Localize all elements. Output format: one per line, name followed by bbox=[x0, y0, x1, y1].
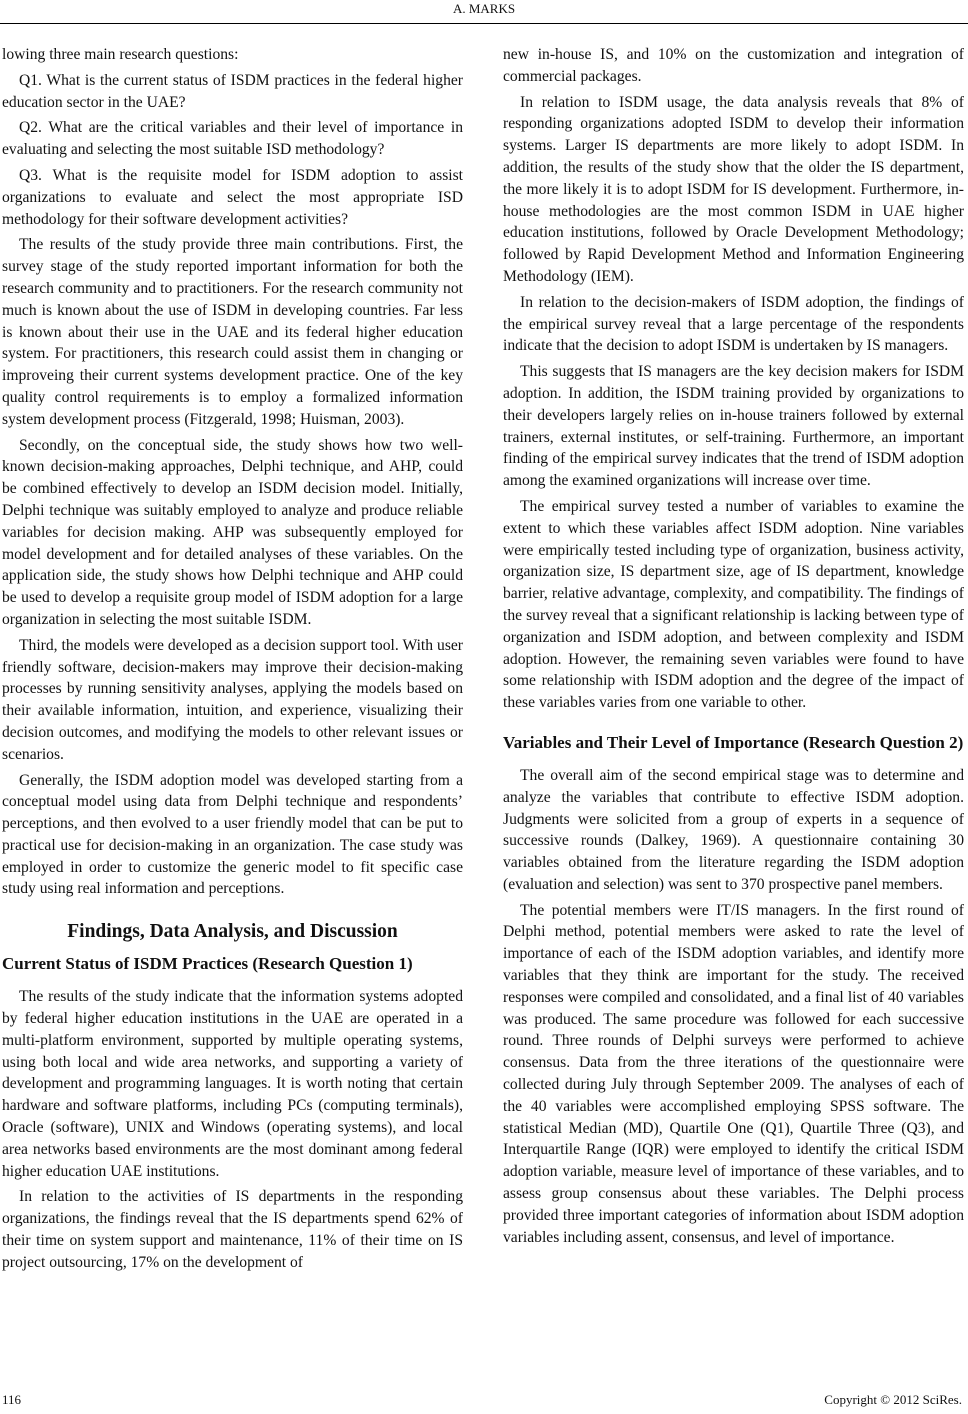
paragraph: This suggests that IS managers are the key decision makers for ISDM adoption. In addition, the ISDM training provided by organizations to their developers largely relies on in-house trainers followed by external trainers, external institutes, or self-training. Furthermore, an important finding of the empirical survey indicates that the trend of ISDM adoption among the examined organizations will increase over time. bbox=[503, 363, 964, 490]
research-question-1: Q1. What is the current status of ISDM practices in the federal higher education sector in the UAE? bbox=[2, 71, 463, 111]
left-column bbox=[2, 44, 463, 1278]
paragraph: new in-house IS, and 10% on the customization and integration of commercial packages. bbox=[503, 46, 964, 85]
header-rule bbox=[0, 23, 968, 24]
right-column bbox=[503, 44, 964, 1252]
paragraph: In relation to ISDM usage, the data analysis reveals that 8% of responding organizations adopted ISDM to develop their information systems. Larger IS departments are more likely to adopt ISDM. In addition, the results of the study show that the older the IS department, the more likely it is to adopt ISDM for IS development. Furthermore, in-house methodologies are the most common ISDM in UAE higher education institutions, followed by Oracle Development Methodology; followed by Rapid Development Method and Information Engineering Methodology (IEM). bbox=[503, 93, 964, 285]
page-number: 116 bbox=[2, 1392, 22, 1407]
running-head: A. MARKS bbox=[452, 1, 516, 16]
paragraph: Secondly, on the conceptual side, the study shows how two well-known decision-making approaches, Delphi technique, and AHP, could be combined effectively to develop an ISDM decision model. Initially, Delphi technique was suitably employed to analyze and produce reliable variables for decision making. AHP was subsequently employed for model development and for detailed analyses of these variables. On the application side, the study shows how Delphi technique and AHP could be used to develop a requisite group model of ISDM adoption for a large organization in selecting the most suitable ISDM. bbox=[2, 436, 463, 628]
copyright-notice: Copyright © 2012 SciRes. bbox=[824, 1392, 962, 1407]
subsection-heading: Variables and Their Level of Importance (Research Question 2) bbox=[503, 732, 964, 752]
paragraph: Third, the models were developed as a decision support tool. With user friendly software, decision-makers may improve their decision-making processes by running sensitivity analyses, applying the models based on their available information, intuition, and experience, visualizing their decision outcomes, and modifying the models to other relevant issues or scenarios. bbox=[2, 636, 463, 763]
paragraph: The results of the study indicate that the information systems adopted by federal higher education institutions in the UAE are operated in a multi-platform environment, supported by multiple operating systems, using both local and wide area networks, and supporting a variety of development and programming languages. It is worth noting that certain hardware and software platforms, including PCs (computing terminals), Oracle (software), UNIX and Windows (operating systems), and local area networks based environments are the most dominant among federal higher education UAE institutions. bbox=[2, 988, 463, 1180]
section-heading: Findings, Data Analysis, and Discussion bbox=[67, 921, 398, 943]
paragraph: lowing three main research questions: bbox=[2, 46, 239, 63]
paragraph: Generally, the ISDM adoption model was developed starting from a conceptual model using data from Delphi technique and respondents’ perceptions, and then evolved to a user friendly model that can be put to practical use for decision-making in an organization. The case study was employed in order to customize the generic model to fit specific case study using real information and perceptions. bbox=[2, 771, 463, 898]
paragraph: The empirical survey tested a number of variables to examine the extent to which these variables affect ISDM adoption. Nine variables were empirically tested including type of organization, business activity, organization size, IS department size, age of IS department, knowledge barrier, relative advantage, complexity, and compatibility. The findings of the survey reveal that a significant relationship is lacking between type of organization and ISDM adoption, and between complexity and ISDM adoption. However, the remaining seven variables were found to have some relationship with ISDM adoption and the degree of the impact of these variables varies from one variable to other. bbox=[503, 497, 964, 712]
paragraph: The overall aim of the second empirical stage was to determine and analyze the variables that contribute to effective ISDM adoption. Judgments were solicited from a group of experts in a sequence of successive rounds (Dalkey, 1969). A questionnaire containing 30 variables obtained from the literature regarding the ISDM adoption (evaluation and selection) was sent to 370 prospective panel members. bbox=[503, 766, 964, 893]
paragraph: In relation to the decision-makers of ISDM adoption, the findings of the empirical survey reveal that a large percentage of the respondents indicate that the decision to adopt ISDM is undertaken by IS managers. bbox=[503, 293, 964, 355]
subsection-heading: Current Status of ISDM Practices (Research Question 1) bbox=[2, 954, 413, 974]
paragraph: The results of the study provide three main contributions. First, the survey stage of the study reported important information for both the research community and to practitioners. For the research community not much is known about the use of ISDM in developing countries. Far less is known about their use in the UAE and its federal higher education system. For practitioners, this research could assist them in changing or improveing their current systems development practice. One of the key quality control requirements is to employ a formalized information system development process (Fitzgerald, 1998; Huisman, 2003). bbox=[2, 236, 463, 428]
paragraph: The potential members were IT/IS managers. In the first round of Delphi method, potential members were asked to rate the level of importance of each of the ISDM adoption variables, and identify more variables that they think are important for the study. The received responses were compiled and consolidated, and a final list of 40 variables was produced. The same procedure was followed for each successive round. Three rounds of Delphi surveys were performed to achieve consensus. Data from the three iterations of the questionnaire were collected during July through September 2009. The analyses of each of the 40 variables were accomplished employing SPSS software. The statistical Median (MD), Quartile One (Q1), Quartile Three (Q3), and Interquartile Range (IQR) were employed to identify the critical ISDM adoption variable, measure level of importance of these variables, and to assess group consensus about these variables. The Delphi process provided three important categories of information about ISDM adoption variables including assent, consensus, and level of importance. bbox=[503, 901, 964, 1246]
research-question-3: Q3. What is the requisite model for ISDM adoption to assist organizations to evaluate and select the most appropriate ISD methodology for their software development activities? bbox=[2, 166, 463, 228]
paragraph: In relation to the activities of IS departments in the responding organizations, the findings reveal that the IS departments spend 62% of their time on system support and maintenance, 11% of their time on IS project outsourcing, 17% on the development of bbox=[2, 1188, 463, 1271]
research-question-2: Q2. What are the critical variables and their level of importance in evaluating and selecting the most suitable ISD methodology? bbox=[2, 119, 463, 159]
